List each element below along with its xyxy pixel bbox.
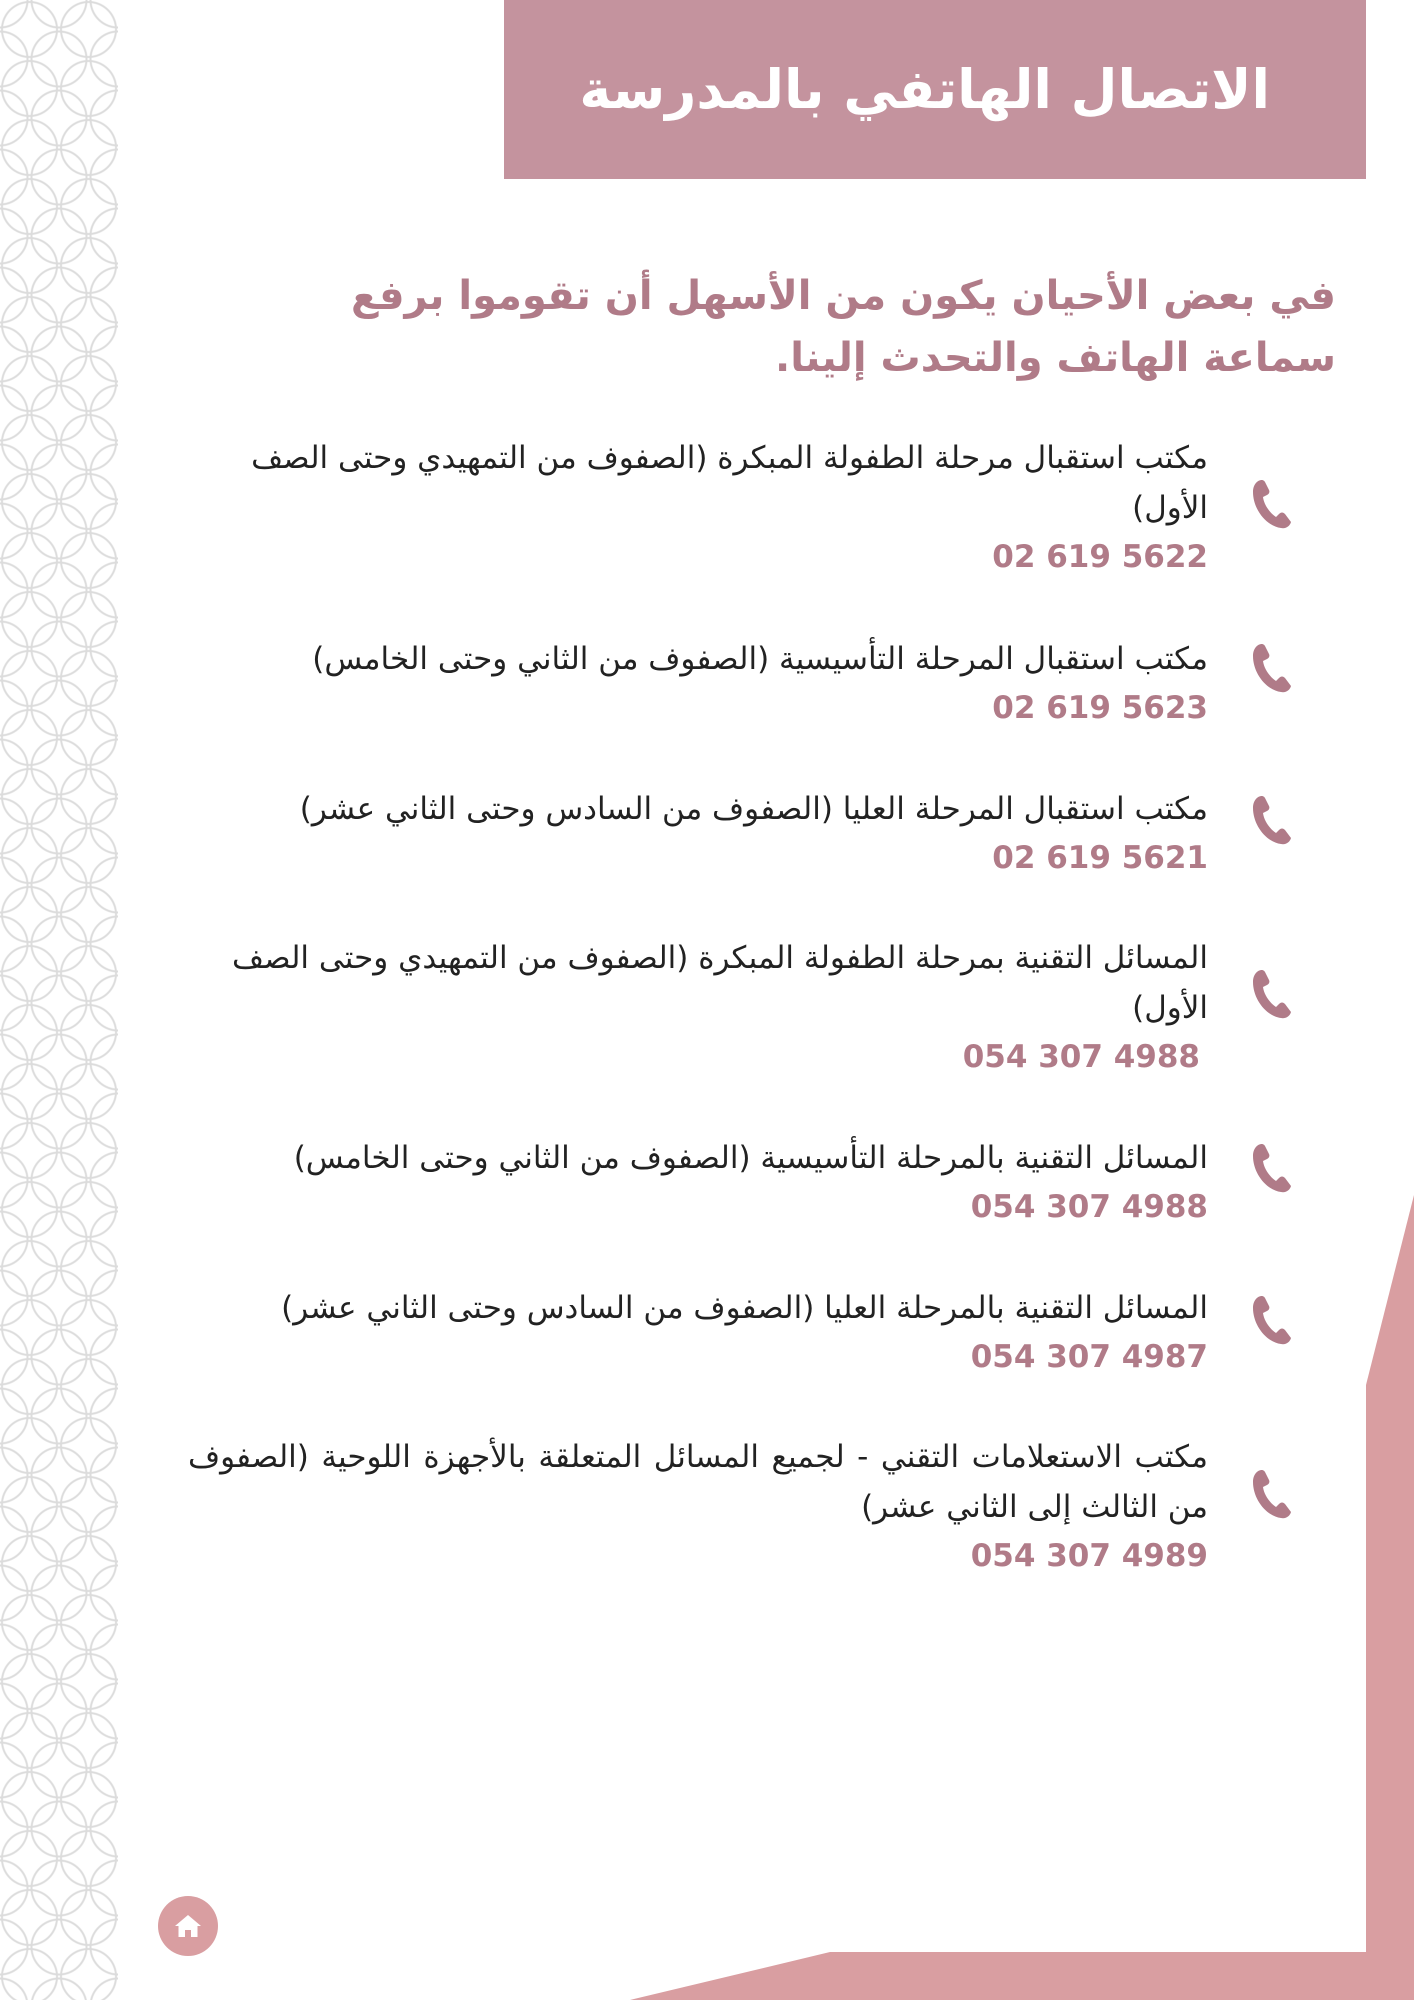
contact-item [188,1133,1208,1231]
contact-name: مكتب استقبال المرحلة العليا (الصفوف من السادس وحتى الثاني عشر) [299,791,1208,827]
page-title: الاتصال الهاتفي بالمدرسة [579,58,1270,121]
title-banner [504,0,1366,179]
intro-heading: في بعض الأحيان يكون من الأسهل أن تقوموا برفع سماعة الهاتف والتحدث إلينا. [351,273,1336,381]
contact-item [188,634,1208,732]
right-edge-decoration [1366,1195,1414,2000]
phone-icon[interactable] [1248,1466,1296,1522]
phone-icon[interactable] [1248,792,1296,848]
contact-phone-number[interactable]: 054 307 4987 [970,1339,1208,1375]
contact-item [188,433,1208,581]
phone-icon[interactable] [1248,966,1296,1022]
contact-name: مكتب الاستعلامات التقني - لجميع المسائل المتعلقة بالأجهزة اللوحية (الصفوف من الثالث إلى الثاني عشر) [188,1439,1208,1525]
contact-phone-number[interactable]: 02 619 5623 [992,690,1208,726]
decorative-pattern-strip [0,0,118,2000]
contact-phone-number[interactable]: 02 619 5621 [992,840,1208,876]
home-icon [172,1910,204,1942]
bottom-edge-decoration [630,1952,1414,2000]
phone-icon[interactable] [1248,476,1296,532]
phone-icon[interactable] [1248,1140,1296,1196]
contact-name: المسائل التقنية بالمرحلة العليا (الصفوف من السادس وحتى الثاني عشر) [281,1290,1208,1326]
contact-item [188,784,1208,882]
contact-name: المسائل التقنية بمرحلة الطفولة المبكرة (الصفوف من التمهيدي وحتى الصف الأول) [232,940,1208,1026]
contact-phone-number[interactable]: 054 307 4989 [970,1538,1208,1574]
contact-name: مكتب استقبال المرحلة التأسيسية (الصفوف من الثاني وحتى الخامس) [312,641,1208,677]
contact-item [188,1432,1208,1580]
contact-item [188,1283,1208,1381]
phone-icon[interactable] [1248,640,1296,696]
phone-icon[interactable] [1248,1292,1296,1348]
contact-item [188,933,1208,1081]
contact-phone-number[interactable]: 054 307 4988 [970,1189,1208,1225]
contact-name: مكتب استقبال مرحلة الطفولة المبكرة (الصفوف من التمهيدي وحتى الصف الأول) [251,440,1208,526]
contact-phone-number[interactable]: 054 307 4988 [962,1039,1200,1075]
contact-phone-number[interactable]: 02 619 5622 [992,539,1208,575]
contact-name: المسائل التقنية بالمرحلة التأسيسية (الصفوف من الثاني وحتى الخامس) [293,1140,1208,1176]
home-button[interactable] [158,1896,218,1956]
